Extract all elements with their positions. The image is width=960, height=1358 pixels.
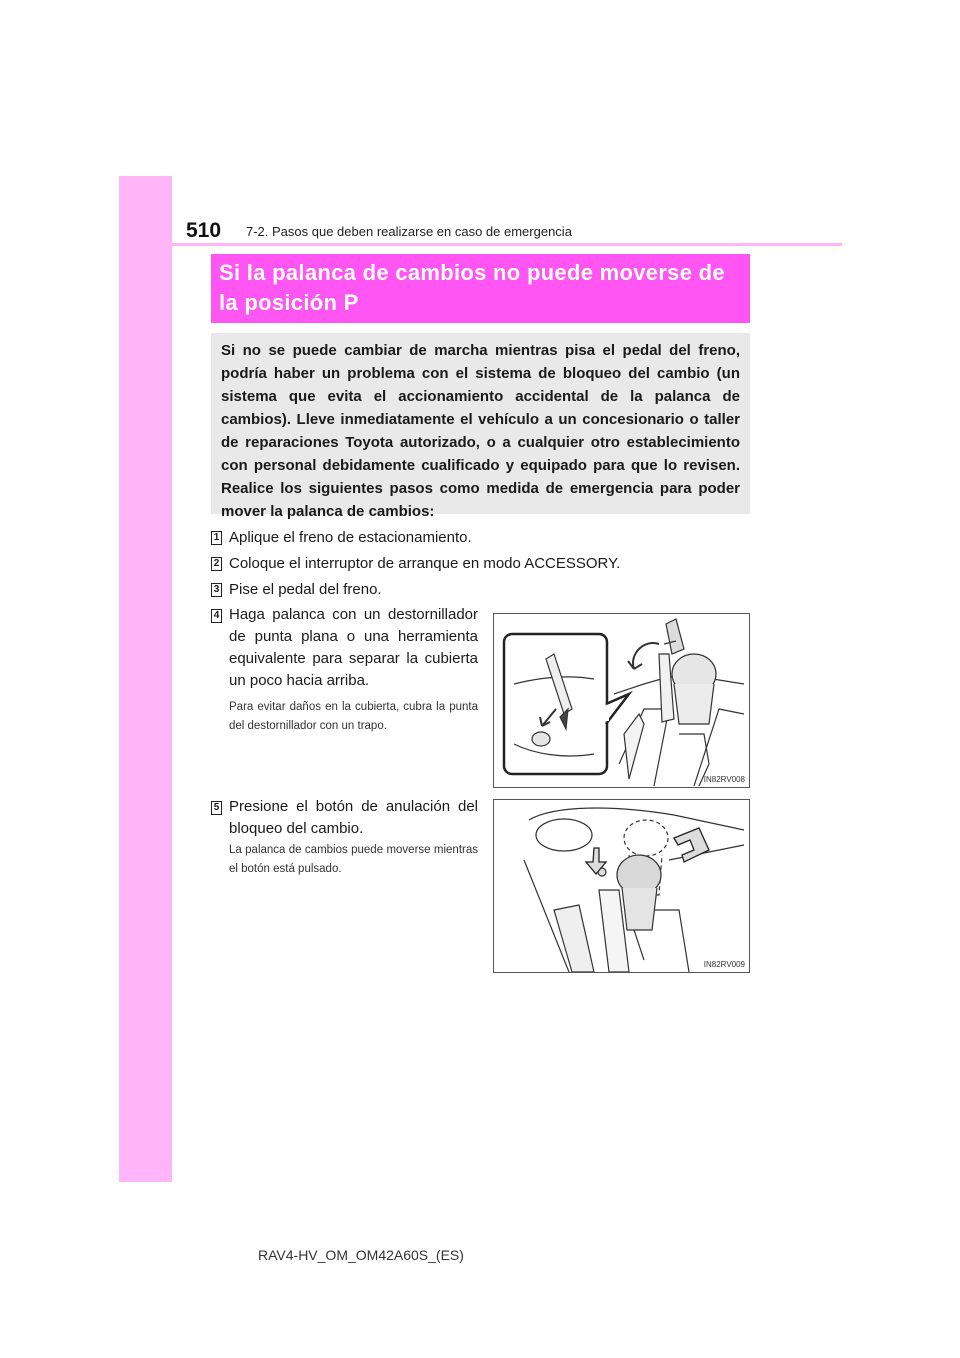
intro-box (211, 333, 750, 520)
footer-code: RAV4-HV_OM_OM42A60S_(ES) (258, 1247, 464, 1263)
step-5-badge: 5 (211, 801, 222, 815)
figure-1-illustration (494, 614, 749, 787)
side-color-band (119, 176, 172, 1182)
intro-text: Si no se puede cambiar de marcha mientras pisa el pedal del freno, podría haber un problema con el sistema de bloqueo del cambio (un sistema que evita el accionamiento accidental de la palanca de cambios). Lleve inmediatamente el vehículo a un concesionario o taller de reparaciones Toyota autorizado, o a cualquier otro establecimiento con personal debidamente cualificado y equipado para que lo revisen. Realice los siguientes pasos como medida de emergencia para poder mover la palanca de cambios: (221, 342, 740, 520)
section-title: Si la palanca de cambios no puede moverse de la posición P (211, 254, 750, 323)
figure-screwdriver-cover (493, 613, 750, 788)
step-5-text: Presione el botón de anulación del bloqueo del cambio. (229, 798, 478, 837)
header-rule (119, 243, 842, 246)
step-2-text: Coloque el interruptor de arranque en modo ACCESSORY. (229, 555, 621, 572)
page-number: 510 (186, 219, 222, 242)
step-4-note: Para evitar daños en la cubierta, cubra la punta del destornillador con un trapo. (229, 701, 478, 732)
chapter-title: 7-2. Pasos que deben realizarse en caso de emergencia (246, 224, 572, 239)
figure-2-code: IN82RV009 (703, 960, 745, 969)
step-3-text: Pise el pedal del freno. (229, 581, 382, 598)
step-3-badge: 3 (211, 583, 222, 597)
step-5-note: La palanca de cambios puede moverse mientras el botón está pulsado. (229, 844, 478, 875)
step-2-badge: 2 (211, 557, 222, 571)
figure-2-illustration (494, 800, 749, 972)
step-4-badge: 4 (211, 609, 222, 623)
step-1-badge: 1 (211, 531, 222, 545)
figure-1-code: IN82RV008 (703, 775, 745, 784)
step-4-text: Haga palanca con un destornillador de punta plana o una herramienta equivalente para separar la cubierta un poco hacia arriba. (229, 606, 478, 689)
figure-shift-lock-release (493, 799, 750, 973)
step-1-text: Aplique el freno de estacionamiento. (229, 529, 472, 546)
